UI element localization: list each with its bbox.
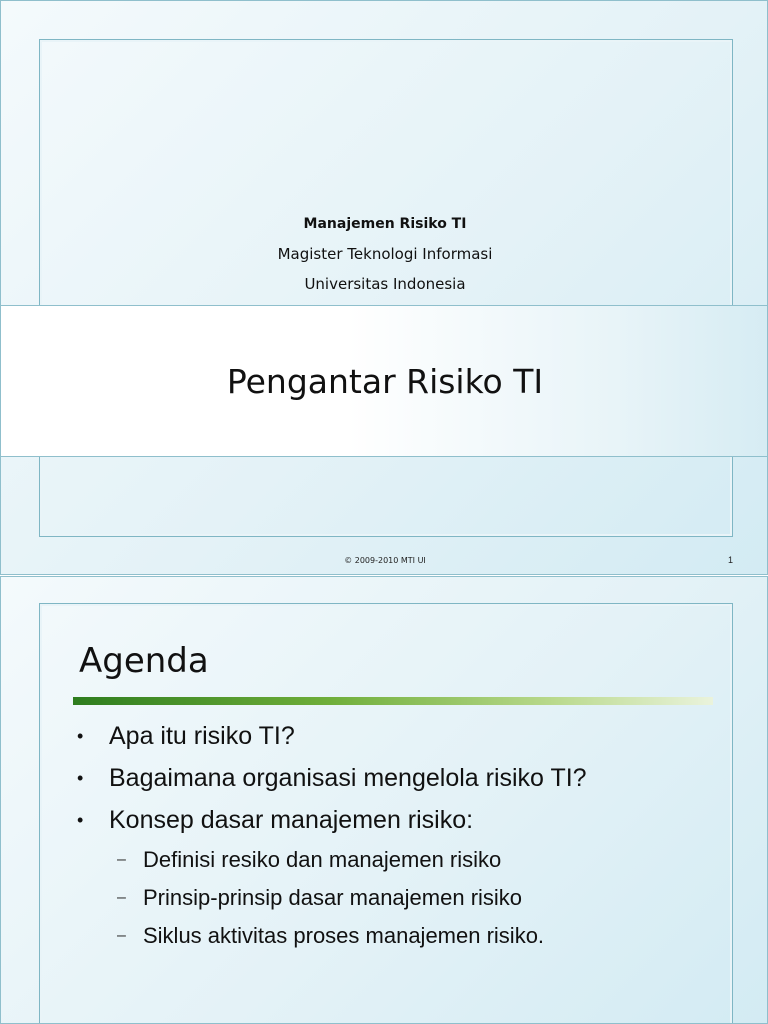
bullet-marker: • [77,768,84,788]
dash-marker: – [117,927,126,944]
sub-list-item [75,841,725,879]
list-item [75,715,725,757]
footer-copyright: © 2009-2010 MTI UI [344,556,426,565]
program-name: Magister Teknologi Informasi [277,245,493,263]
slide-title: Pengantar Risiko TI [226,362,544,401]
agenda-title: Agenda [79,641,209,681]
list-item-text: Konsep dasar manajemen risiko: [109,806,474,834]
sub-list-item [75,879,725,917]
sub-list-item-text: Definisi resiko dan manajemen risiko [143,847,502,872]
list-item [75,799,725,841]
title-underline-rule [73,697,713,705]
bullet-marker: • [77,810,84,830]
dash-marker: – [117,851,126,868]
agenda-slide [0,576,768,1024]
page-number: 1 [727,555,733,565]
course-title: Manajemen Risiko TI [303,216,467,232]
course-info [1,209,768,299]
sub-list-item-text: Siklus aktivitas proses manajemen risiko. [143,923,545,948]
list-item-text: Apa itu risiko TI? [109,722,295,750]
bullet-marker: • [77,726,84,746]
list-item [75,757,725,799]
dash-marker: – [117,889,126,906]
title-band [1,305,768,457]
sub-list-item [75,917,725,955]
agenda-list [75,715,725,955]
sub-list-item-text: Prinsip-prinsip dasar manajemen risiko [143,885,523,910]
university-name: Universitas Indonesia [304,275,466,293]
list-item-text: Bagaimana organisasi mengelola risiko TI? [109,764,587,792]
